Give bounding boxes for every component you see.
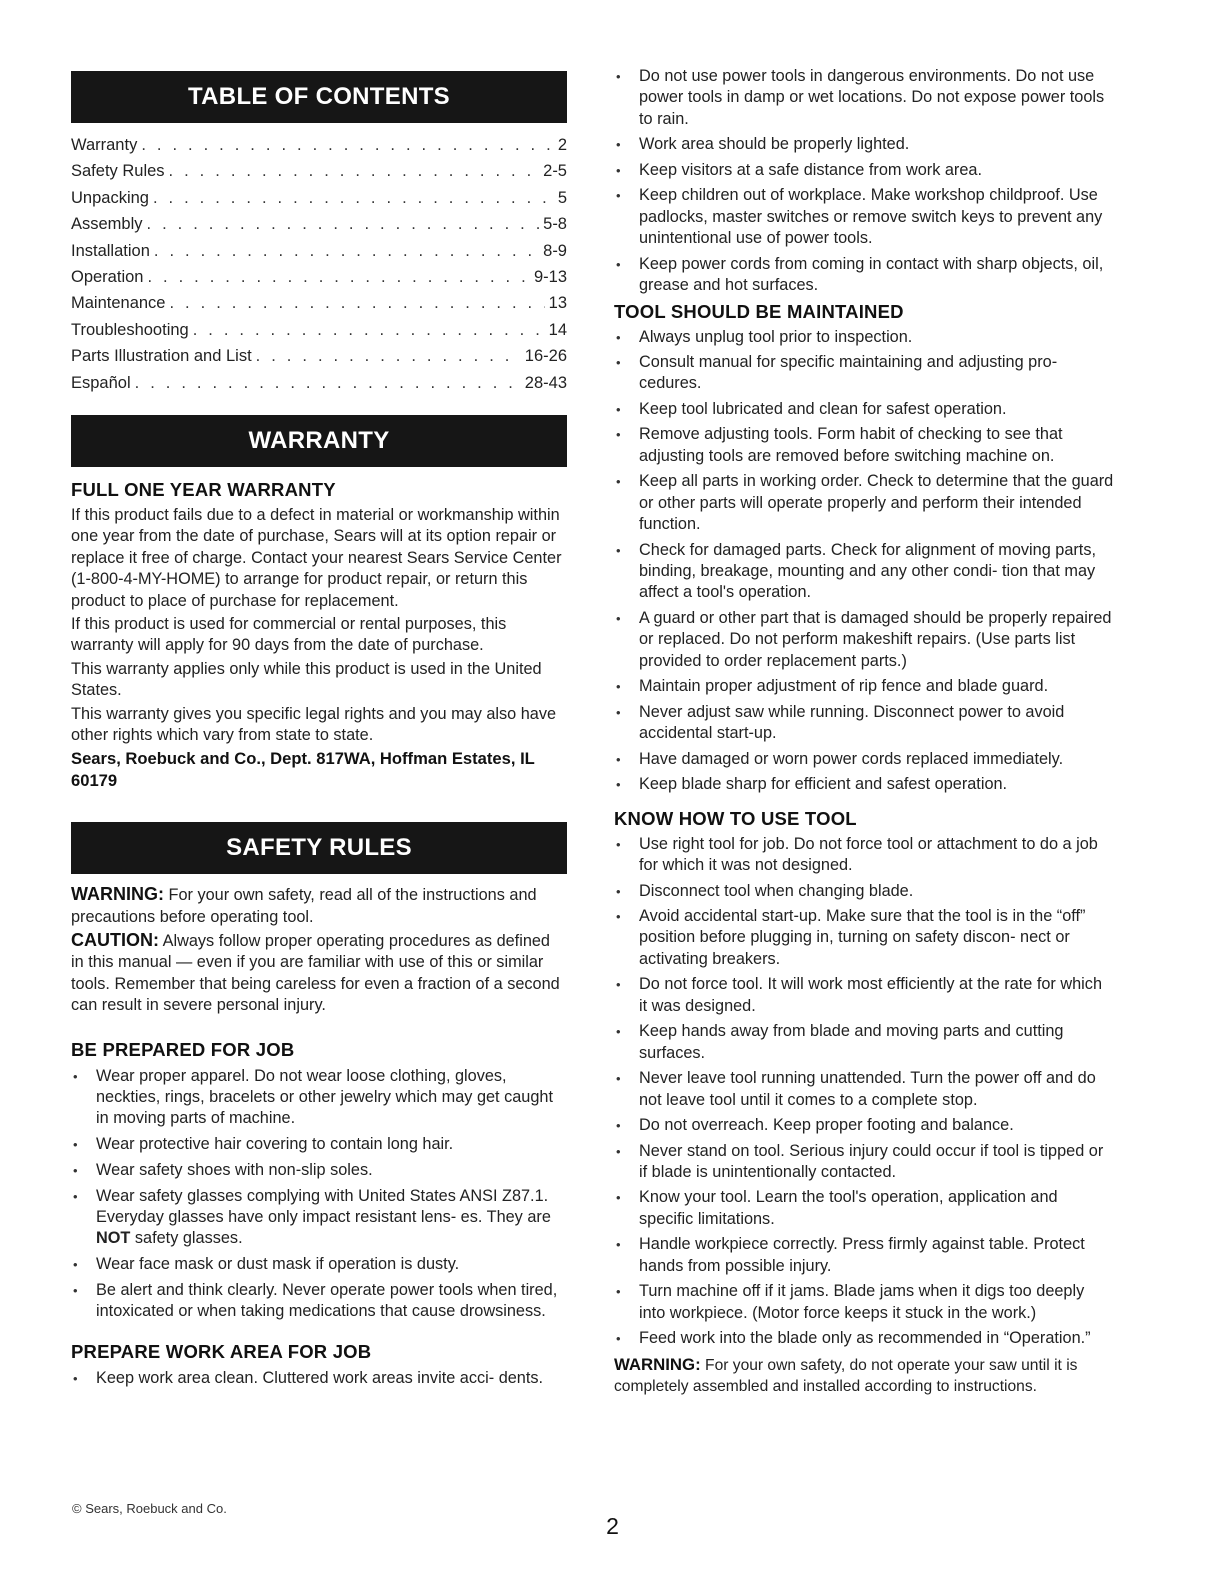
list-item: • A guard or other part that is damaged should be properly repaired or replaced. Do not perform makeshift repairs. (Use parts list provided to order replacement parts.) (614, 608, 1114, 672)
list-item: • Never leave tool running unattended. Turn the power off and do not leave tool until it comes to a complete stop. (614, 1068, 1114, 1111)
safety-rules-banner: SAFETY RULES (71, 822, 567, 874)
left-column (71, 71, 567, 1393)
prepare-area-list-right (614, 66, 1114, 296)
list-item: • Keep tool lubricated and clean for safest operation. (614, 399, 1114, 420)
list-item: • Never stand on tool. Serious injury could occur if tool is tipped or if blade is unintentionally contacted. (614, 1141, 1114, 1184)
know-how-list (614, 834, 1114, 1350)
toc-entry-label: Warranty (71, 136, 138, 154)
toc-entry-label: Assembly (71, 215, 143, 234)
list-item: • Be alert and think clearly. Never operate power tools when tired, intoxicated or when taking medications that cause drowsiness. (71, 1280, 567, 1323)
list-item (71, 1186, 567, 1250)
list-item: • Remove adjusting tools. Form habit of checking to see that adjusting tools are removed before switching machine on. (614, 424, 1114, 467)
toc-leader-dots (147, 211, 540, 237)
toc-entry-page: 9-13 (533, 267, 567, 286)
warranty-paragraph: This warranty gives you specific legal rights and you may also have other rights which vary from state to state. (71, 704, 557, 744)
list-item: • Use right tool for job. Do not force tool or attachment to do a job for which it was not designed. (614, 834, 1114, 877)
warranty-paragraph: If this product is used for commercial or rental purposes, this warranty will apply for 90 days from the date of purchase. (71, 614, 507, 655)
toc-entry[interactable] (71, 132, 567, 158)
toc-banner: TABLE OF CONTENTS (71, 71, 567, 123)
prepare-area-list-left (71, 1368, 567, 1389)
list-item: • Know your tool. Learn the tool's operation, application and specific limitations. (614, 1187, 1114, 1230)
list-item: • Do not overreach. Keep proper footing and balance. (614, 1115, 1114, 1136)
toc-entry[interactable] (71, 317, 567, 343)
maintained-list (614, 327, 1114, 796)
caution-label: CAUTION: (71, 930, 159, 950)
page-number: 2 (606, 1513, 619, 1539)
toc-leader-dots (154, 238, 539, 264)
list-item: • Consult manual for specific maintaining and adjusting pro- cedures. (614, 352, 1114, 395)
list-item: • Maintain proper adjustment of rip fence and blade guard. (614, 676, 1114, 697)
toc-entry[interactable] (71, 264, 567, 290)
toc-entry[interactable] (71, 290, 567, 316)
be-prepared-heading: BE PREPARED FOR JOB (71, 1038, 295, 1060)
warranty-paragraph: This warranty applies only while this product is used in the United States. (71, 659, 542, 700)
toc-leader-dots (147, 264, 530, 290)
know-how-heading: KNOW HOW TO USE TOOL (614, 807, 857, 829)
toc-entry-page: 5 (557, 188, 567, 207)
toc-leader-dots (141, 132, 553, 158)
final-warning (614, 1354, 1114, 1397)
toc-entry-page: 28-43 (524, 373, 567, 392)
toc-entry-page: 8-9 (543, 241, 567, 260)
prepare-area-heading: PREPARE WORK AREA FOR JOB (71, 1340, 372, 1362)
toc-entry[interactable] (71, 211, 567, 237)
glasses-text-end: safety glasses. (134, 1229, 243, 1248)
list-item: • Keep visitors at a safe distance from work area. (614, 160, 1114, 181)
list-item: • Wear protective hair covering to contain long hair. (71, 1134, 567, 1155)
list-item: • Keep children out of workplace. Make workshop childproof. Use padlocks, master switches or remove switch keys to prevent any unintentional use of power tools. (614, 185, 1114, 249)
list-item: • Keep all parts in working order. Check to determine that the guard or other parts will operate properly and perform their intended function. (614, 471, 1114, 535)
warranty-banner: WARRANTY (71, 415, 567, 467)
toc-entry-label: Installation (71, 241, 150, 260)
toc-entry[interactable] (71, 370, 567, 396)
right-column (614, 66, 1114, 1397)
warning-label: WARNING: (71, 884, 164, 905)
list-item: • Avoid accidental start-up. Make sure that the tool is in the “off” position before plugging in, turning on safety discon- nect or activating breakers. (614, 906, 1114, 970)
toc-entry-label: Español (71, 373, 131, 392)
toc-entry-page: 2 (557, 136, 567, 154)
toc-leader-dots (169, 290, 544, 316)
toc-entry[interactable] (71, 185, 567, 211)
warning-paragraph (71, 884, 567, 928)
be-prepared-list (71, 1066, 567, 1323)
warranty-paragraph: If this product fails due to a defect in material or workmanship within one year from the date of purchase, Sears will at its option repair or replace it free of charge. Contact your nearest Sears Service Center (1-800-4-MY-HOME) to arrange for product repair, or return this product to place of purchase for replacement. (71, 505, 562, 610)
list-item: • Work area should be properly lighted. (614, 134, 1114, 155)
list-item: • Keep work area clean. Cluttered work areas invite acci- dents. (71, 1368, 567, 1389)
toc-entry-label: Operation (71, 267, 144, 286)
list-item: • Feed work into the blade only as recommended in “Operation.” (614, 1328, 1114, 1349)
toc-entry[interactable] (71, 343, 567, 369)
emphasis-not: NOT (96, 1229, 131, 1248)
toc-list (71, 132, 567, 396)
toc-entry-page: 5-8 (543, 215, 567, 234)
list-item: • Keep blade sharp for efficient and safest operation. (614, 774, 1114, 795)
toc-leader-dots (169, 158, 540, 184)
toc-leader-dots (135, 370, 521, 396)
toc-entry-label: Troubleshooting (71, 320, 189, 339)
warranty-heading: FULL ONE YEAR WARRANTY (71, 478, 336, 500)
toc-entry[interactable] (71, 158, 567, 184)
list-item: • Do not force tool. It will work most efficiently at the rate for which it was designed. (614, 974, 1114, 1017)
copyright-notice: © Sears, Roebuck and Co. (72, 1501, 227, 1516)
list-item: • Wear safety shoes with non-slip soles. (71, 1160, 567, 1181)
list-item: • Handle workpiece correctly. Press firmly against table. Protect hands from possible injury. (614, 1234, 1114, 1277)
toc-entry-page: 2-5 (543, 162, 567, 181)
toc-entry[interactable] (71, 238, 567, 264)
final-warning-text: For your own safety, do not operate your saw until it is completely assembled and installed according to instructions. (614, 1356, 1078, 1395)
caution-paragraph (71, 930, 567, 1017)
list-item: • Wear proper apparel. Do not wear loose clothing, gloves, neckties, rings, bracelets or other jewelry which may get caught in moving parts of machine. (71, 1066, 567, 1130)
list-item: • Have damaged or worn power cords replaced immediately. (614, 749, 1114, 770)
caution-text: Always follow proper operating procedures as defined in this manual — even if you are familiar with use of this or similar tools. Remember that being careless for even a fraction of a second can result in severe personal injury. (71, 932, 560, 1015)
toc-leader-dots (153, 185, 554, 211)
list-item: • Turn machine off if it jams. Blade jams when it digs too deeply into workpiece. (Motor force keeps it stuck in the work.) (614, 1281, 1114, 1324)
toc-entry-page: 13 (548, 294, 567, 313)
warning-text: For your own safety, read all of the instructions and precautions before operating tool. (71, 886, 537, 926)
list-item: • Check for damaged parts. Check for alignment of moving parts, binding, breakage, mounting and any other condi- tion that may affect a tool's operation. (614, 540, 1114, 604)
toc-entry-page: 14 (548, 320, 567, 339)
list-item: • Keep power cords from coming in contact with sharp objects, oil, grease and hot surfaces. (614, 254, 1114, 297)
list-item: • Wear face mask or dust mask if operation is dusty. (71, 1254, 567, 1275)
list-item: • Always unplug tool prior to inspection. (614, 327, 1114, 348)
toc-leader-dots (193, 317, 545, 343)
toc-entry-label: Parts Illustration and List (71, 347, 252, 366)
glasses-text: Wear safety glasses complying with United States ANSI Z87.1. Everyday glasses have only impact resistant lens- es. They are (96, 1186, 551, 1226)
list-item: • Keep hands away from blade and moving parts and cutting surfaces. (614, 1021, 1114, 1064)
list-item: • Disconnect tool when changing blade. (614, 881, 1114, 902)
final-warning-label: WARNING: (614, 1354, 701, 1374)
toc-leader-dots (256, 343, 521, 369)
list-item: • Do not use power tools in dangerous environments. Do not use power tools in damp or wet locations. Do not expose power tools to rain. (614, 66, 1114, 130)
list-item: • Never adjust saw while running. Disconnect power to avoid accidental start-up. (614, 702, 1114, 745)
toc-entry-page: 16-26 (524, 347, 567, 366)
toc-entry-label: Unpacking (71, 188, 149, 207)
sears-address: Sears, Roebuck and Co., Dept. 817WA, Hoffman Estates, IL 60179 (71, 749, 535, 790)
maintained-heading: TOOL SHOULD BE MAINTAINED (614, 300, 904, 322)
toc-entry-label: Maintenance (71, 294, 166, 313)
toc-entry-label: Safety Rules (71, 162, 165, 181)
